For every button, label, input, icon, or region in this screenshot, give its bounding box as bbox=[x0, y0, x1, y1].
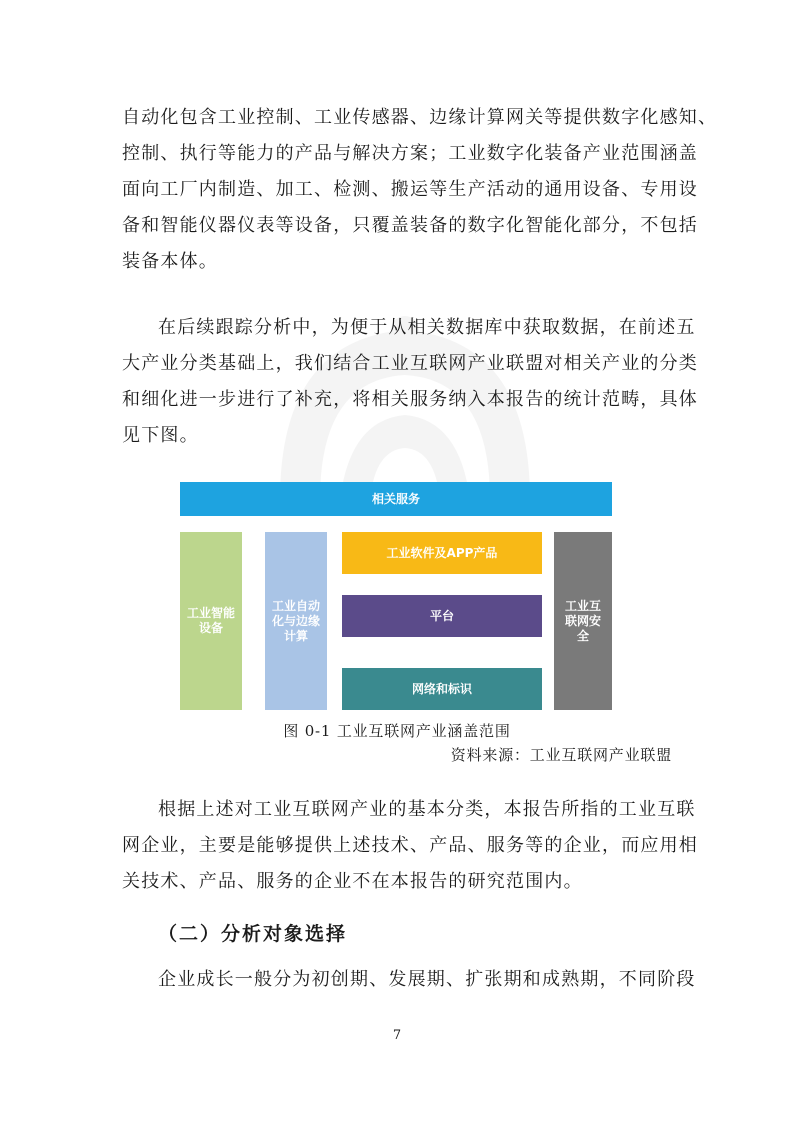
text-line: 自动化包含工业控制、工业传感器、边缘计算网关等提供数字化感知、 bbox=[122, 107, 718, 128]
block-label: 工业软件及APP产品 bbox=[386, 545, 498, 560]
network-identification-block bbox=[342, 668, 542, 710]
text-line: 备和智能仪器仪表等设备，只覆盖装备的数字化智能化部分，不包括 bbox=[122, 215, 698, 236]
text-line: 根据上述对工业互联网产业的基本分类，本报告所指的工业互联 bbox=[158, 799, 696, 820]
page-number: 7 bbox=[392, 1028, 402, 1043]
block-label: 设备 bbox=[198, 621, 223, 635]
text-line: 装备本体。 bbox=[122, 251, 218, 272]
software-app-block bbox=[342, 532, 542, 574]
text-line: 控制、执行等能力的产品与解决方案；工业数字化装备产业范围涵盖 bbox=[122, 143, 698, 164]
text-line: 和细化进一步进行了补充，将相关服务纳入本报告的统计范畴，具体 bbox=[122, 389, 698, 410]
automation-edge-block bbox=[265, 532, 327, 710]
paragraph-growth-stages bbox=[122, 962, 696, 998]
text-line: 企业成长一般分为初创期、发展期、扩张期和成熟期，不同阶段 bbox=[158, 969, 696, 990]
text-line: 大产业分类基础上，我们结合工业互联网产业联盟对相关产业的分类 bbox=[122, 353, 698, 374]
block-label: 工业互 bbox=[564, 598, 601, 613]
text-line: 面向工厂内制造、加工、检测、搬运等生产活动的通用设备、专用设 bbox=[122, 179, 698, 200]
block-label: 联网安 bbox=[564, 613, 601, 628]
text-line: 网企业，主要是能够提供上述技术、产品、服务等的企业，而应用相 bbox=[122, 835, 698, 856]
figure-source: 资料来源：工业互联网产业联盟 bbox=[450, 746, 672, 764]
text-line: 在后续跟踪分析中，为便于从相关数据库中获取数据，在前述五 bbox=[158, 317, 696, 338]
smart-devices-block bbox=[180, 532, 242, 710]
section-heading: （二）分析对象选择 bbox=[158, 923, 348, 945]
industry-scope-diagram bbox=[180, 482, 612, 710]
block-label: 计算 bbox=[283, 628, 308, 643]
figure-caption: 图 0-1 工业互联网产业涵盖范围 bbox=[283, 722, 511, 740]
platform-block bbox=[342, 595, 542, 637]
related-services-block bbox=[180, 482, 612, 516]
block-label: 平台 bbox=[429, 608, 454, 623]
block-label: 化与边缘 bbox=[271, 613, 320, 628]
paragraph-classification-supplement bbox=[122, 310, 698, 454]
text-line: 见下图。 bbox=[122, 425, 199, 446]
block-label: 网络和标识 bbox=[411, 681, 472, 696]
text-line: 关技术、产品、服务的企业不在本报告的研究范围内。 bbox=[122, 871, 583, 892]
paragraph-automation-scope bbox=[122, 100, 718, 280]
block-label: 全 bbox=[576, 628, 589, 643]
block-label: 相关服务 bbox=[371, 491, 420, 506]
security-block bbox=[554, 532, 612, 710]
block-label: 工业自动 bbox=[271, 598, 320, 613]
paragraph-enterprise-definition bbox=[122, 792, 698, 900]
block-label: 工业智能 bbox=[186, 606, 235, 620]
